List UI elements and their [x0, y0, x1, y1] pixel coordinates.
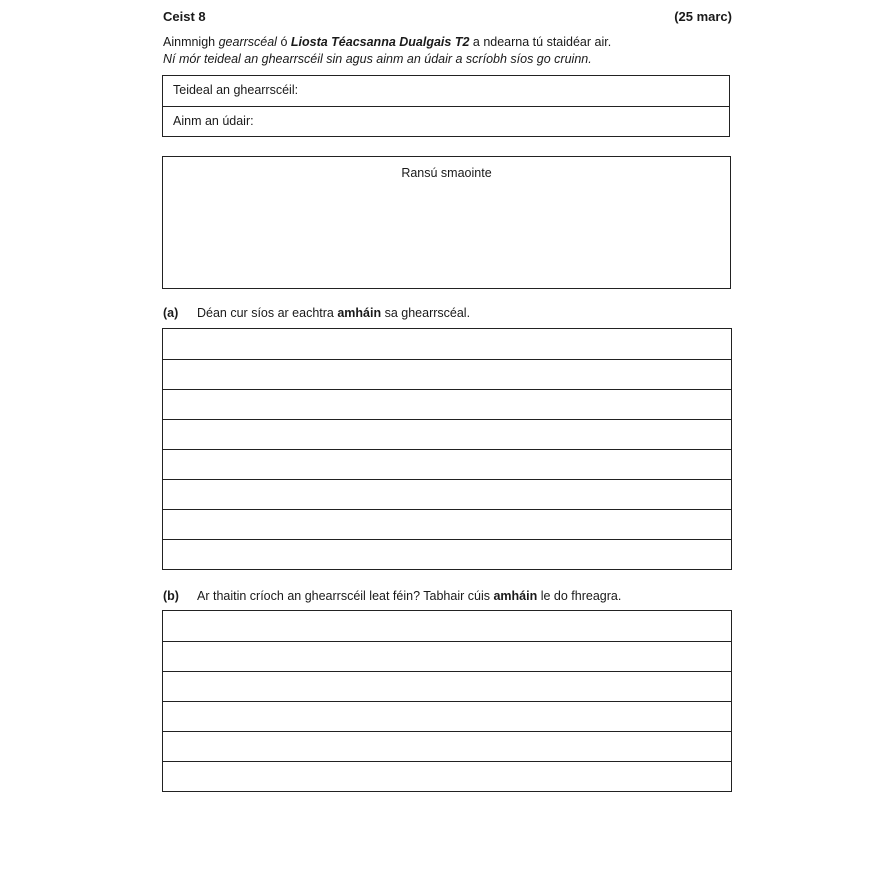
question-a-text-after: sa ghearrscéal.: [381, 306, 471, 320]
instruction-middle: ó: [276, 35, 291, 49]
answer-line[interactable]: [163, 701, 731, 731]
question-a-text-before: Déan cur síos ar eachtra: [197, 306, 338, 320]
instruction-suffix: a ndearna tú staidéar air.: [469, 35, 612, 49]
question-a-text-bold: amháin: [337, 306, 382, 320]
question-b-answer-box[interactable]: [162, 610, 732, 792]
instruction-italic-term: gearrscéal: [218, 35, 277, 49]
author-name-field[interactable]: [163, 106, 729, 136]
answer-line[interactable]: [163, 449, 731, 479]
question-title: Ceist 8: [163, 9, 206, 24]
instruction-prefix: Ainmnigh: [163, 35, 219, 49]
question-a-label: (a): [163, 306, 179, 320]
brainstorm-label: Ransú smaointe: [401, 166, 492, 180]
brainstorm-box[interactable]: [162, 156, 731, 289]
answer-line[interactable]: [163, 389, 731, 419]
question-b-text-bold: amháin: [493, 589, 538, 603]
question-b-text-after: le do fhreagra.: [537, 589, 622, 603]
answer-line[interactable]: [163, 539, 731, 569]
answer-line[interactable]: [163, 359, 731, 389]
answer-line[interactable]: [163, 611, 731, 641]
story-title-field[interactable]: [163, 76, 729, 106]
instruction-line-1: [163, 35, 611, 49]
answer-line[interactable]: [163, 761, 731, 791]
question-marks: (25 marc): [674, 9, 732, 24]
author-name-label: Ainm an údair:: [173, 114, 254, 128]
story-title-label: Teideal an ghearrscéil:: [173, 83, 299, 97]
answer-line[interactable]: [163, 641, 731, 671]
title-author-table: [162, 75, 730, 137]
question-b-text-before: Ar thaitin críoch an ghearrscéil leat féin? Tabhair cúis: [197, 589, 494, 603]
answer-line[interactable]: [163, 419, 731, 449]
answer-line[interactable]: [163, 509, 731, 539]
question-b-label: (b): [163, 589, 179, 603]
answer-line[interactable]: [163, 731, 731, 761]
question-a-answer-box[interactable]: [162, 328, 732, 570]
instruction-line-2: Ní mór teideal an ghearrscéil sin agus ainm an údair a scríobh síos go cruinn.: [163, 52, 592, 66]
answer-line[interactable]: [163, 671, 731, 701]
question-a-prompt: [163, 306, 470, 320]
answer-line[interactable]: [163, 479, 731, 509]
instruction-list-name: Liosta Téacsanna Dualgais T2: [290, 35, 470, 49]
question-b-prompt: [163, 589, 621, 603]
answer-line[interactable]: [163, 329, 731, 359]
